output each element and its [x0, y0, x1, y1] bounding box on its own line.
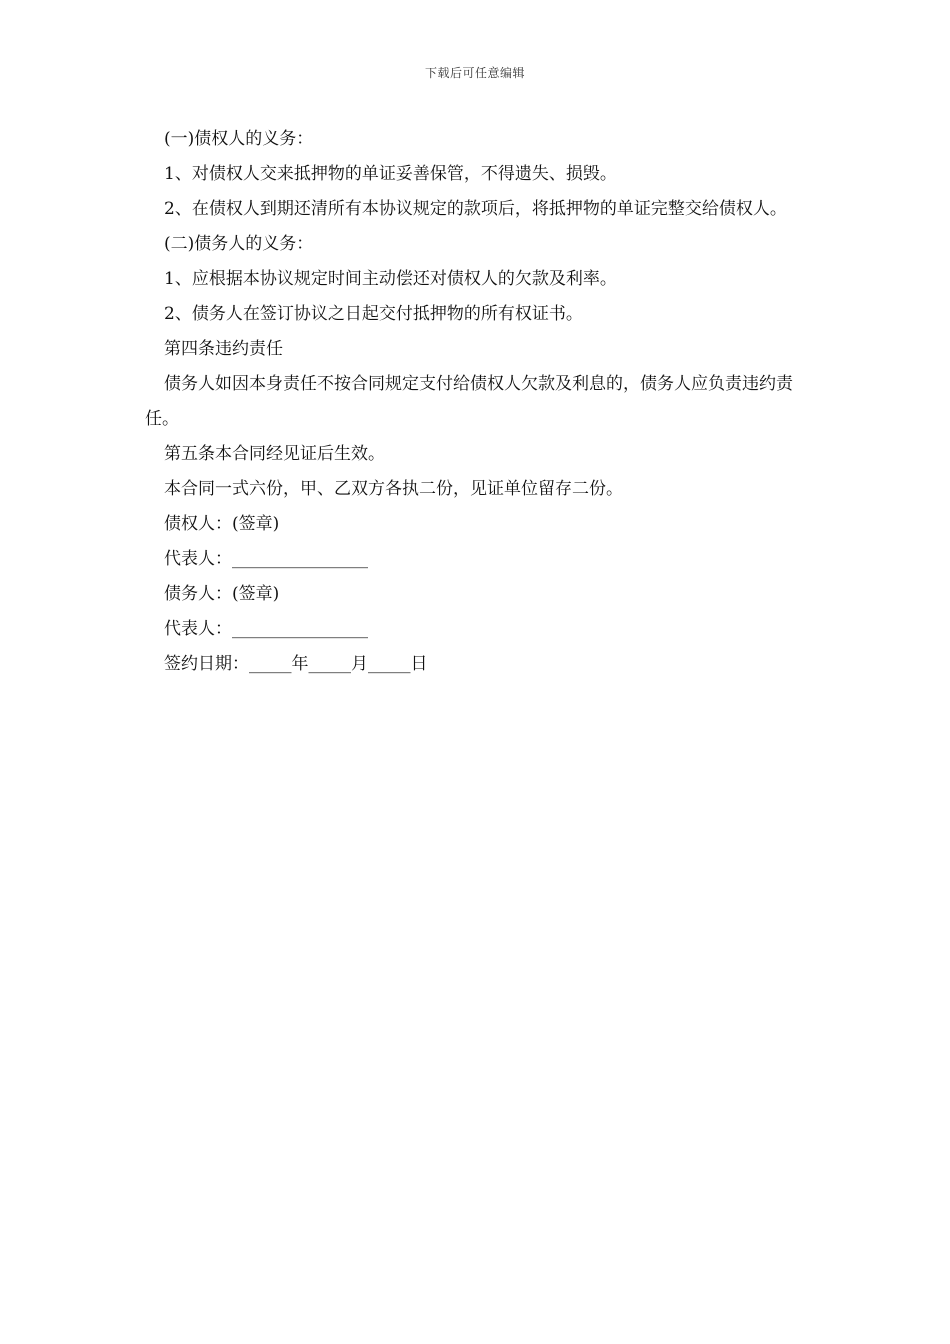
article-4-text: 债务人如因本身责任不按合同规定支付给债权人欠款及利息的，债务人应负责违约责任。 [145, 374, 793, 429]
document-body [145, 122, 810, 682]
signing-date-line: 签约日期：_____年_____月_____日 [164, 654, 428, 674]
creditor-signature-line: 债权人：(签章) [164, 514, 280, 534]
copies-clause: 本合同一式六份，甲、乙双方各执二份，见证单位留存二份。 [164, 479, 623, 499]
debtor-obligation-1: 1、应根据本协议规定时间主动偿还对债权人的欠款及利率。 [164, 269, 617, 289]
creditor-representative-line: 代表人：________________ [164, 549, 368, 569]
article-4-heading: 第四条违约责任 [164, 339, 283, 359]
debtor-obligations-heading: (二)债务人的义务： [164, 234, 314, 254]
article-5-heading: 第五条本合同经见证后生效。 [164, 444, 385, 464]
debtor-signature-line: 债务人：(签章) [164, 584, 280, 604]
creditor-obligations-heading: (一)债权人的义务： [164, 129, 314, 149]
creditor-obligation-1: 1、对债权人交来抵押物的单证妥善保管，不得遗失、损毁。 [164, 164, 617, 184]
page-header: 下载后可任意编辑 [424, 66, 525, 80]
debtor-representative-line: 代表人：________________ [164, 619, 368, 639]
debtor-obligation-2: 2、债务人在签订协议之日起交付抵押物的所有权证书。 [164, 304, 583, 324]
creditor-obligation-2: 2、在债权人到期还清所有本协议规定的款项后，将抵押物的单证完整交给债权人。 [164, 199, 787, 219]
